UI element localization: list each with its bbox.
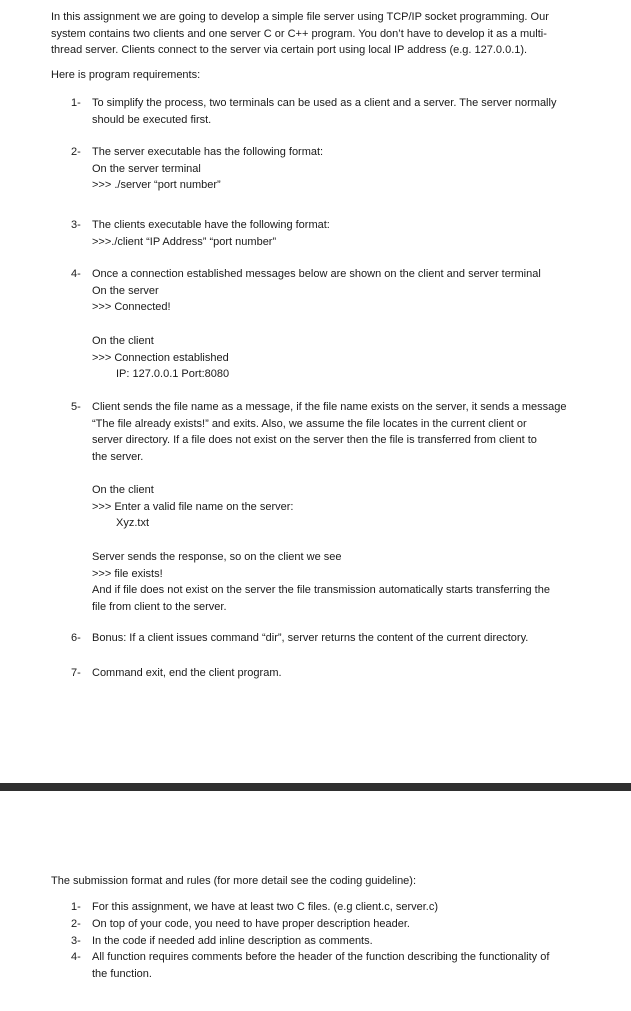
intro-paragraph: In this assignment we are going to develop a simple file server using TCP/IP socket programming. Our system contains two clients and one server C or C++ program. You don’t have to develop it as a multi- thread server. Clients connect to the server via certain port using local IP address (e.g. 127.0.0.1). [51,11,549,56]
item-2-number: 2- [71,146,81,158]
item-2-text: The server executable has the following format: On the server terminal >>> ./server “port number” [92,146,324,191]
item-3-text: The clients executable have the following format: >>>./client “IP Address” “port number” [92,219,330,248]
rule-4-number: 4- [71,951,81,963]
document-page-2 [0,791,631,1011]
rule-1-text: For this assignment, we have at least two C files. (e.g client.c, server.c) [92,901,439,913]
item-5-response: Server sends the response, so on the client we see >>> file exists! And if file does not exist on the server the file transmission automatically starts transferring the file from client to the server. [92,551,550,613]
item-5-client-file: Xyz.txt [116,517,150,529]
rule-3-text: In the code if needed add inline description as comments. [92,935,373,947]
item-5-number: 5- [71,401,81,413]
rule-2-number: 2- [71,918,81,930]
item-6-number: 6- [71,632,81,644]
item-1-text: To simplify the process, two terminals can be used as a client and a server. The server normally should be executed first. [92,97,557,126]
item-1-number: 1- [71,97,81,109]
item-7-number: 7- [71,667,81,679]
item-4-client-ip: IP: 127.0.0.1 Port:8080 [116,368,230,380]
requirements-heading: Here is program requirements: [51,69,201,81]
item-6-text: Bonus: If a client issues command “dir”, server returns the content of the current directory. [92,632,529,644]
item-7-text: Command exit, end the client program. [92,667,282,679]
rule-4-text: All function requires comments before the header of the function describing the functionality of the function. [92,951,550,980]
rule-3-number: 3- [71,935,81,947]
submission-heading: The submission format and rules (for more detail see the coding guideline): [51,875,417,887]
item-5-client-output: On the client >>> Enter a valid file name on the server: [92,484,294,513]
item-4-client-output: On the client >>> Connection established [92,335,229,364]
item-5-text: Client sends the file name as a message, if the file name exists on the server, it sends a message “The file already exists!” and exits. Also, we assume the file locates in the current client or server directory. If a file does not exist on the server then the file is transferred from client to the server. [92,401,567,463]
page-separator [0,783,631,791]
item-4-text: Once a connection established messages below are shown on the client and server terminal On the server >>> Connected! [92,268,541,313]
rule-2-text: On top of your code, you need to have proper description header. [92,918,410,930]
rule-1-number: 1- [71,901,81,913]
item-3-number: 3- [71,219,81,231]
item-4-number: 4- [71,268,81,280]
